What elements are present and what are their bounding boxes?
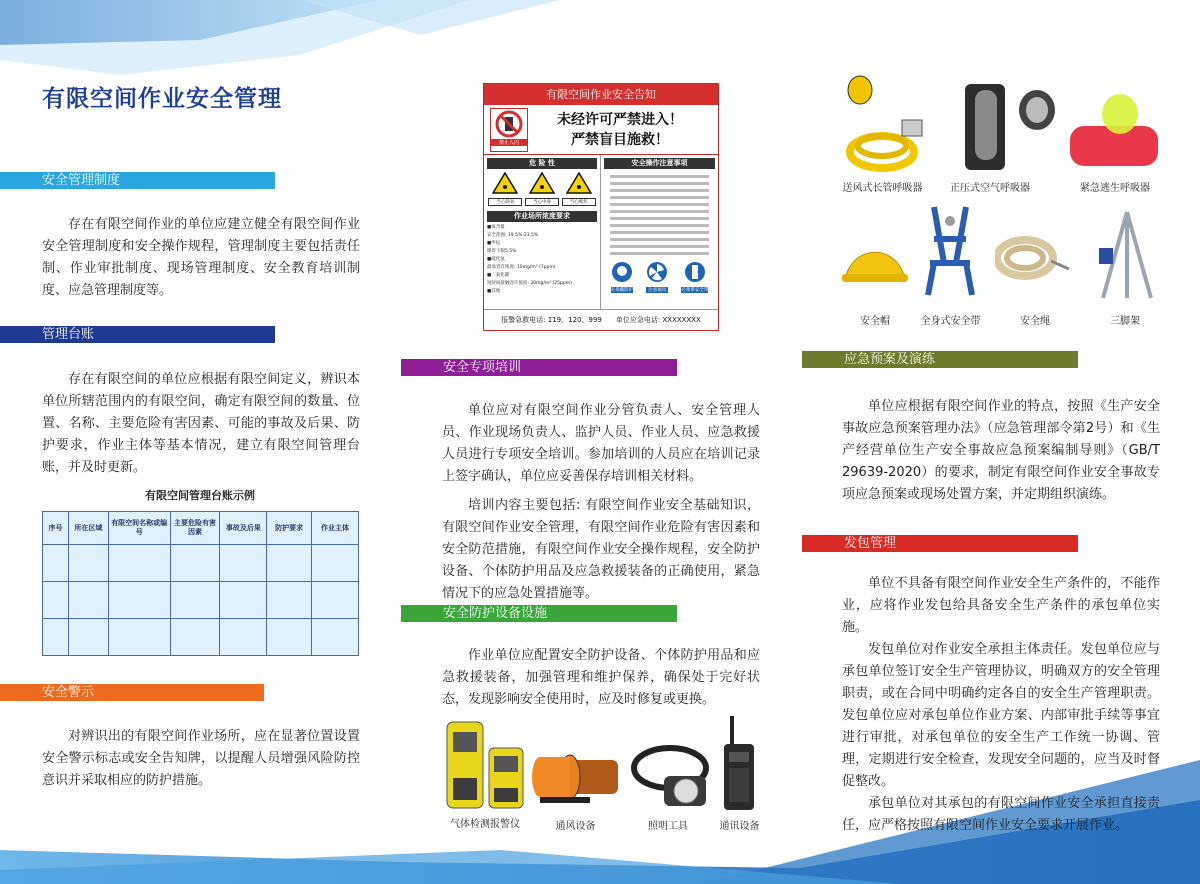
ventilation-fan-image xyxy=(530,748,620,808)
ledger-table xyxy=(42,511,359,656)
caption-gas-detector: 气体检测报警仪 xyxy=(450,819,520,830)
conc-line: ■硫化氢 xyxy=(487,257,505,262)
emergency-text xyxy=(842,396,1160,506)
airline-respirator-image xyxy=(842,74,927,174)
warning-triangle-icon xyxy=(492,172,518,194)
caption-tripod: 三脚架 xyxy=(1110,316,1140,327)
ledger-col-header: 序号 xyxy=(43,512,69,545)
table-row xyxy=(43,619,359,656)
ppe-sign xyxy=(646,261,668,293)
training-text xyxy=(442,400,760,605)
ledger-col-header: 所在区域 xyxy=(68,512,108,545)
ppe-sign-label: 必须系安全带 xyxy=(681,288,709,293)
section-heading-mgmt-system: 安全管理制度 xyxy=(0,172,275,189)
caption-ventilation: 通风设备 xyxy=(555,821,596,832)
contracting-paragraph-1: 单位不具备有限空间作业安全生产条件的，不能作业，应将作业发包给具备安全生产条件的承包单位实施。 xyxy=(842,576,1160,635)
fan-icon xyxy=(646,261,668,283)
page-title: 有限空间作业安全管理 xyxy=(42,86,282,112)
caption-helmet: 安全帽 xyxy=(860,316,890,327)
ledger-paragraph: 存在有限空间的单位应根据有限空间定义，辨识本单位所辖范围内的有限空间，确定有限空间的数量、位置、名称、主要危险有害因素、可能的事故及后果、防护要求，作业主体等基本情况，建立有限空间管理台账，并及时更新。 xyxy=(42,372,360,475)
caption-airline-respirator: 送风式长管呼吸器 xyxy=(842,183,923,194)
caption-communication: 通讯设备 xyxy=(719,821,760,832)
gas-detector-image xyxy=(445,718,530,810)
ppe-sign xyxy=(681,261,708,293)
ops-label: 安全操作注意事项 xyxy=(604,158,715,169)
radio-image xyxy=(720,716,760,812)
harness-image xyxy=(920,203,980,299)
caption-lighting: 照明工具 xyxy=(648,821,688,832)
warning-sign xyxy=(562,172,596,206)
notice-line-1: 未经许可严禁进入！ xyxy=(557,111,683,128)
sign-label: 当心爆炸 xyxy=(562,198,596,206)
warning-sign xyxy=(525,172,559,206)
no-entry-label: 禁止入内 xyxy=(491,139,527,146)
concentration-label: 作业场所浓度要求 xyxy=(487,211,597,222)
caption-harness: 全身式安全带 xyxy=(920,316,981,327)
escape-respirator-image xyxy=(1065,90,1163,170)
tripod-image xyxy=(1095,208,1159,302)
headlamp-image xyxy=(628,742,713,812)
conc-line: 安全范围: 19.5%-23.5% xyxy=(487,233,539,238)
safety-notice-board xyxy=(483,83,719,331)
ledger-col-header: 防护要求 xyxy=(267,512,312,545)
section-heading-warning: 安全警示 xyxy=(0,684,264,701)
caption-rope: 安全绳 xyxy=(1020,316,1050,327)
warning-paragraph: 对辨识出的有限空间作业场所，应在显著位置设置安全警示标志或安全告知牌，以提醒人员增强风险防控意识并采取相应的防护措施。 xyxy=(42,729,360,788)
section-heading-training: 安全专项培训 xyxy=(401,359,677,376)
ledger-col-header: 作业主体 xyxy=(312,512,359,545)
notice-header: 有限空间作业安全告知 xyxy=(484,84,718,105)
notice-footer: 报警急救电话: 119、120、999 单位应急电话: XXXXXXXX xyxy=(484,309,718,330)
section-heading-equipment: 安全防护设备设施 xyxy=(401,605,677,622)
training-paragraph-2: 培训内容主要包括: 有限空间作业安全基础知识，有限空间作业安全管理，有限空间作业危险有害因素和安全防范措施，有限空间作业安全操作规程，安全防护设备、个体防护用品及应急救援装备的正确使用，紧急情况下的应急处置措施等。 xyxy=(442,498,760,601)
conc-line: ■一氧化碳 xyxy=(487,273,510,278)
conc-line: 爆炸下限5.5% xyxy=(487,249,517,254)
ledger-header-row xyxy=(43,512,359,545)
equipment-text xyxy=(442,645,760,711)
safety-belt-icon xyxy=(684,261,706,283)
warning-text xyxy=(42,726,360,792)
table-row xyxy=(43,582,359,619)
sign-label: 当心缺氧 xyxy=(488,198,522,206)
ledger-text xyxy=(42,369,360,479)
mgmt-system-text xyxy=(42,214,360,302)
ppe-sign-label: 注意通风 xyxy=(648,288,667,293)
safety-rope-image xyxy=(995,233,1075,283)
warning-sign xyxy=(488,172,522,206)
conc-line: ■氧含量 xyxy=(487,225,505,230)
equipment-paragraph: 作业单位应配置安全防护设备、个体防护用品和应急救援装备，加强管理和维护保养，确保处于完好状态，发现影响安全使用时，应及时修复或更换。 xyxy=(442,648,760,707)
helmet-image xyxy=(840,226,910,298)
no-entry-icon xyxy=(494,109,524,139)
caption-scba: 正压式空气呼吸器 xyxy=(950,183,1030,194)
ledger-table-title: 有限空间管理台账示例 xyxy=(145,489,255,502)
ppe-sign-label: 必须戴防护 xyxy=(610,288,634,293)
sign-label: 当心中毒 xyxy=(525,198,559,206)
conc-line: ■其他 xyxy=(487,289,501,294)
danger-label: 危 险 性 xyxy=(487,158,597,169)
ppe-sign xyxy=(611,261,634,293)
emergency-paragraph: 单位应根据有限空间作业的特点，按照《生产安全事故应急预案管理办法》（应急管理部令第2号）和《生产经营单位生产安全事故应急预案编制导则》（GB/T 29639-2020）的要求，制定有限空间作业安全事故专项应急预案或现场处置方案，并定期组织演练。 xyxy=(842,399,1160,502)
section-heading-contracting: 发包管理 xyxy=(802,535,1078,552)
ledger-col-header: 事故及后果 xyxy=(220,512,267,545)
notice-line-2: 严禁盲目施救！ xyxy=(571,131,669,148)
contracting-text xyxy=(842,573,1160,837)
mask-icon xyxy=(611,261,633,283)
contracting-paragraph-2: 发包单位对作业安全承担主体责任。发包单位应与承包单位签订安全生产管理协议，明确双方的安全管理职责，或在合同中明确约定各自的安全生产管理职责。发包单位应对承包单位作业方案、内部审批手续等事宜进行审批，对承包单位的安全生产工作统一协调、管理，定期进行安全检查，发现安全问题的，应当及时督促整改。 xyxy=(842,642,1160,789)
warning-triangle-icon xyxy=(529,172,555,194)
conc-line: ■甲烷 xyxy=(487,241,501,246)
caption-escape-respirator: 紧急逃生呼吸器 xyxy=(1080,183,1150,194)
training-paragraph-1: 单位应对有限空间作业分管负责人、安全管理人员、作业现场负责人、监护人员、作业人员、应急救援人员进行专项安全培训。参加培训的人员应在培训记录上签字确认，单位应妥善保存培训相关材料。 xyxy=(442,403,760,484)
concentration-list xyxy=(487,224,597,296)
section-heading-emergency: 应急预案及演练 xyxy=(802,351,1078,368)
scba-image xyxy=(945,80,1060,175)
ledger-col-header: 有限空间名称或编号 xyxy=(108,512,170,545)
mgmt-system-paragraph: 存在有限空间作业的单位应建立健全有限空间作业安全管理制度和安全操作规程，管理制度主要包括责任制、作业审批制度、现场管理制度、安全教育培训制度、应急管理制度等。 xyxy=(42,217,360,298)
ledger-col-header: 主要危险有害因素 xyxy=(170,512,220,545)
table-row xyxy=(43,545,359,582)
conc-line: 最高容许浓度: 10mg/m³ (7ppm) xyxy=(487,265,556,270)
no-entry-sign xyxy=(490,108,528,152)
section-heading-ledger: 管理台账 xyxy=(0,326,275,343)
contracting-paragraph-3: 承包单位对其承包的有限空间作业安全承担直接责任，应严格按照有限空间作业安全要求开展作业。 xyxy=(842,796,1160,833)
conc-line: 短时间接触容许浓度: 30mg/m³ (25ppm) xyxy=(487,281,572,286)
warning-triangle-icon xyxy=(566,172,592,194)
